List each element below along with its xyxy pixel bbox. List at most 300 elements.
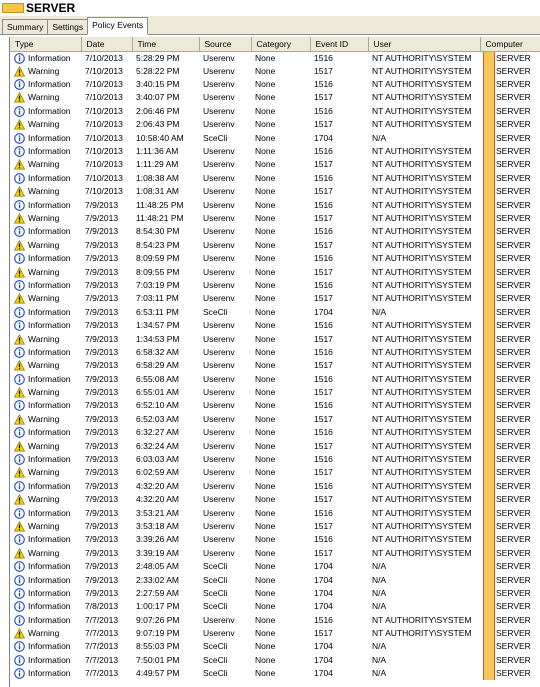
information-icon <box>14 655 25 666</box>
cell-category: None <box>255 373 276 384</box>
cell-user: NT AUTHORITY\SYSTEM <box>372 79 472 90</box>
cell-date: 7/9/2013 <box>85 253 119 264</box>
information-icon <box>14 146 25 157</box>
cell-computer: SERVER <box>496 279 531 290</box>
cell-event-id: 1516 <box>314 614 333 625</box>
cell-category: None <box>255 467 276 478</box>
events-table-body <box>10 51 540 680</box>
table-row[interactable] <box>10 547 540 560</box>
cell-type: Information <box>28 346 71 357</box>
table-row[interactable] <box>10 319 540 332</box>
cell-time: 8:09:55 PM <box>136 266 180 277</box>
cell-date: 7/10/2013 <box>85 65 123 76</box>
cell-category: None <box>255 454 276 465</box>
cell-date: 7/9/2013 <box>85 266 119 277</box>
cell-user: NT AUTHORITY\SYSTEM <box>372 65 472 76</box>
cell-event-id: 1704 <box>314 306 333 317</box>
cell-computer: SERVER <box>496 614 531 625</box>
selection-highlight <box>483 265 495 278</box>
cell-time: 4:32:20 AM <box>136 494 180 505</box>
information-icon <box>14 508 25 519</box>
cell-time: 6:52:03 AM <box>136 413 180 424</box>
table-row[interactable] <box>10 640 540 653</box>
cell-user: NT AUTHORITY\SYSTEM <box>372 547 472 558</box>
cell-source: SceCli <box>203 587 228 598</box>
cell-event-id: 1516 <box>314 320 333 331</box>
warning-icon <box>14 494 25 505</box>
cell-source: SceCli <box>203 654 228 665</box>
table-row[interactable] <box>10 51 540 65</box>
cell-computer: SERVER <box>496 520 531 531</box>
column-header-source[interactable]: Source <box>199 37 251 51</box>
cell-date: 7/9/2013 <box>85 387 119 398</box>
cell-type: Information <box>28 146 71 157</box>
cell-category: None <box>255 105 276 116</box>
information-icon <box>14 668 25 679</box>
table-row[interactable] <box>10 212 540 225</box>
warning-icon <box>14 467 25 478</box>
cell-event-id: 1517 <box>314 159 333 170</box>
cell-source: Userenv <box>203 65 235 76</box>
cell-category: None <box>255 333 276 344</box>
cell-user: N/A <box>372 601 387 612</box>
cell-time: 1:11:36 AM <box>136 146 179 157</box>
column-header-category[interactable]: Category <box>251 37 310 51</box>
table-row[interactable] <box>10 225 540 238</box>
cell-event-id: 1517 <box>314 92 333 103</box>
selection-highlight <box>483 506 495 519</box>
table-row[interactable] <box>10 65 540 78</box>
cell-source: Userenv <box>203 547 235 558</box>
cell-user: NT AUTHORITY\SYSTEM <box>372 239 472 250</box>
table-row[interactable] <box>10 439 540 452</box>
selection-highlight <box>483 533 495 546</box>
table-row[interactable] <box>10 172 540 185</box>
cell-date: 7/9/2013 <box>85 306 119 317</box>
cell-date: 7/9/2013 <box>85 212 119 223</box>
information-icon <box>14 347 25 358</box>
column-header-event-id[interactable]: Event ID <box>310 37 368 51</box>
cell-source: Userenv <box>203 279 235 290</box>
selection-highlight <box>483 627 495 640</box>
cell-event-id: 1704 <box>314 668 333 679</box>
cell-event-id: 1517 <box>314 239 333 250</box>
table-row[interactable] <box>10 292 540 305</box>
cell-source: Userenv <box>203 427 235 438</box>
cell-event-id: 1516 <box>314 454 333 465</box>
cell-category: None <box>255 212 276 223</box>
table-row[interactable] <box>10 399 540 412</box>
selection-highlight <box>483 239 495 252</box>
table-row[interactable] <box>10 118 540 131</box>
cell-computer: SERVER <box>496 654 531 665</box>
window-title: SERVER <box>26 1 76 15</box>
cell-time: 4:49:57 PM <box>136 668 180 679</box>
cell-computer: SERVER <box>496 360 531 371</box>
cell-time: 4:32:20 AM <box>136 480 180 491</box>
cell-user: NT AUTHORITY\SYSTEM <box>372 494 472 505</box>
information-icon <box>14 615 25 626</box>
selection-highlight <box>483 399 495 412</box>
cell-type: Warning <box>28 293 60 304</box>
cell-category: None <box>255 480 276 491</box>
table-row[interactable] <box>10 506 540 519</box>
cell-source: Userenv <box>203 507 235 518</box>
cell-time: 11:48:25 PM <box>136 199 184 210</box>
cell-category: None <box>255 387 276 398</box>
cell-event-id: 1517 <box>314 293 333 304</box>
table-row[interactable] <box>10 413 540 426</box>
selection-highlight <box>483 145 495 158</box>
table-row[interactable] <box>10 198 540 211</box>
cell-computer: SERVER <box>496 400 531 411</box>
table-row[interactable] <box>10 372 540 385</box>
cell-date: 7/9/2013 <box>85 199 119 210</box>
cell-type: Warning <box>28 547 60 558</box>
information-icon <box>14 641 25 652</box>
table-row[interactable] <box>10 185 540 198</box>
table-row[interactable] <box>10 386 540 399</box>
cell-date: 7/9/2013 <box>85 480 119 491</box>
cell-date: 7/9/2013 <box>85 346 119 357</box>
table-row[interactable] <box>10 426 540 439</box>
column-header-time[interactable]: Time <box>132 37 199 51</box>
cell-category: None <box>255 668 276 679</box>
cell-category: None <box>255 440 276 451</box>
cell-user: NT AUTHORITY\SYSTEM <box>372 212 472 223</box>
cell-user: NT AUTHORITY\SYSTEM <box>372 480 472 491</box>
table-row[interactable] <box>10 145 540 158</box>
cell-category: None <box>255 253 276 264</box>
cell-time: 8:55:03 PM <box>136 641 180 652</box>
cell-event-id: 1517 <box>314 266 333 277</box>
cell-time: 1:08:31 AM <box>136 186 180 197</box>
cell-user: NT AUTHORITY\SYSTEM <box>372 293 472 304</box>
tab-settings[interactable]: Settings <box>47 19 88 34</box>
selection-highlight <box>483 614 495 627</box>
cell-type: Information <box>28 253 71 264</box>
cell-computer: SERVER <box>496 587 531 598</box>
cell-event-id: 1516 <box>314 346 333 357</box>
cell-computer: SERVER <box>496 266 531 277</box>
cell-source: SceCli <box>203 306 228 317</box>
cell-computer: SERVER <box>496 628 531 639</box>
cell-date: 7/8/2013 <box>85 601 119 612</box>
cell-category: None <box>255 306 276 317</box>
cell-date: 7/7/2013 <box>85 654 119 665</box>
events-list <box>9 37 540 687</box>
cell-type: Warning <box>28 239 60 250</box>
cell-computer: SERVER <box>496 105 531 116</box>
table-row[interactable] <box>10 560 540 573</box>
cell-user: NT AUTHORITY\SYSTEM <box>372 159 472 170</box>
cell-computer: SERVER <box>496 212 531 223</box>
cell-date: 7/9/2013 <box>85 373 119 384</box>
cell-type: Warning <box>28 387 60 398</box>
cell-computer: SERVER <box>496 65 531 76</box>
cell-computer: SERVER <box>496 79 531 90</box>
selection-highlight <box>483 279 495 292</box>
cell-type: Warning <box>28 65 60 76</box>
cell-time: 2:27:59 AM <box>136 587 180 598</box>
table-row[interactable] <box>10 306 540 319</box>
column-header-user[interactable]: User <box>368 37 480 51</box>
cell-event-id: 1516 <box>314 427 333 438</box>
cell-user: NT AUTHORITY\SYSTEM <box>372 119 472 130</box>
cell-time: 6:55:01 AM <box>136 387 180 398</box>
column-header-date[interactable]: Date <box>81 37 132 51</box>
warning-icon <box>14 186 25 197</box>
cell-computer: SERVER <box>496 494 531 505</box>
table-row[interactable] <box>10 520 540 533</box>
cell-source: Userenv <box>203 346 235 357</box>
cell-date: 7/10/2013 <box>85 52 123 63</box>
cell-event-id: 1516 <box>314 79 333 90</box>
warning-icon <box>14 628 25 639</box>
cell-date: 7/9/2013 <box>85 587 119 598</box>
cell-category: None <box>255 561 276 572</box>
cell-time: 9:07:26 PM <box>136 614 180 625</box>
column-header-computer[interactable]: Computer <box>480 37 540 51</box>
cell-type: Warning <box>28 360 60 371</box>
cell-type: Information <box>28 534 71 545</box>
cell-event-id: 1517 <box>314 387 333 398</box>
table-row[interactable] <box>10 533 540 546</box>
table-row[interactable] <box>10 493 540 506</box>
selection-highlight <box>483 453 495 466</box>
table-row[interactable] <box>10 346 540 359</box>
information-icon <box>14 173 25 184</box>
information-icon <box>14 226 25 237</box>
cell-category: None <box>255 186 276 197</box>
cell-type: Information <box>28 454 71 465</box>
warning-icon <box>14 293 25 304</box>
tab-policy-events[interactable]: Policy Events <box>87 17 148 35</box>
information-icon <box>14 106 25 117</box>
cell-user: N/A <box>372 574 387 585</box>
cell-computer: SERVER <box>496 293 531 304</box>
table-row[interactable] <box>10 252 540 265</box>
cell-source: Userenv <box>203 333 235 344</box>
cell-user: N/A <box>372 641 387 652</box>
cell-event-id: 1704 <box>314 574 333 585</box>
cell-date: 7/9/2013 <box>85 561 119 572</box>
cell-computer: SERVER <box>496 92 531 103</box>
table-row[interactable] <box>10 614 540 627</box>
cell-type: Information <box>28 172 71 183</box>
cell-event-id: 1704 <box>314 132 333 143</box>
selection-highlight <box>483 105 495 118</box>
cell-computer: SERVER <box>496 561 531 572</box>
cell-user: N/A <box>372 561 387 572</box>
selection-highlight <box>483 587 495 600</box>
cell-user: NT AUTHORITY\SYSTEM <box>372 440 472 451</box>
cell-event-id: 1516 <box>314 480 333 491</box>
cell-category: None <box>255 547 276 558</box>
cell-time: 6:53:11 PM <box>136 306 179 317</box>
information-icon <box>14 400 25 411</box>
selection-highlight <box>483 667 495 680</box>
cell-date: 7/9/2013 <box>85 333 119 344</box>
cell-event-id: 1517 <box>314 440 333 451</box>
cell-user: NT AUTHORITY\SYSTEM <box>372 172 472 183</box>
information-icon <box>14 200 25 211</box>
tab-summary[interactable]: Summary <box>2 19 48 34</box>
cell-category: None <box>255 534 276 545</box>
cell-computer: SERVER <box>496 413 531 424</box>
cell-type: Warning <box>28 92 60 103</box>
table-row[interactable] <box>10 359 540 372</box>
cell-computer: SERVER <box>496 507 531 518</box>
cell-source: Userenv <box>203 440 235 451</box>
cell-type: Warning <box>28 212 60 223</box>
selection-highlight <box>483 78 495 91</box>
cell-type: Information <box>28 654 71 665</box>
table-row[interactable] <box>10 131 540 144</box>
cell-date: 7/9/2013 <box>85 293 119 304</box>
cell-source: Userenv <box>203 266 235 277</box>
cell-time: 8:54:23 PM <box>136 239 180 250</box>
warning-icon <box>14 159 25 170</box>
warning-icon <box>14 360 25 371</box>
cell-type: Information <box>28 641 71 652</box>
cell-time: 6:32:24 AM <box>136 440 180 451</box>
table-row[interactable] <box>10 600 540 613</box>
cell-computer: SERVER <box>496 333 531 344</box>
selection-highlight <box>483 560 495 573</box>
warning-icon <box>14 414 25 425</box>
cell-event-id: 1517 <box>314 186 333 197</box>
cell-time: 11:48:21 PM <box>136 212 184 223</box>
cell-computer: SERVER <box>496 186 531 197</box>
cell-source: Userenv <box>203 454 235 465</box>
cell-type: Information <box>28 373 71 384</box>
cell-date: 7/10/2013 <box>85 119 123 130</box>
cell-date: 7/9/2013 <box>85 494 119 505</box>
selection-highlight <box>483 172 495 185</box>
cell-date: 7/9/2013 <box>85 534 119 545</box>
information-icon <box>14 575 25 586</box>
cell-category: None <box>255 172 276 183</box>
table-row[interactable] <box>10 587 540 600</box>
cell-user: N/A <box>372 654 387 665</box>
cell-date: 7/9/2013 <box>85 454 119 465</box>
table-row[interactable] <box>10 573 540 586</box>
cell-date: 7/10/2013 <box>85 132 123 143</box>
cell-source: Userenv <box>203 226 235 237</box>
cell-time: 6:55:08 AM <box>136 373 180 384</box>
selection-highlight <box>483 292 495 305</box>
table-row[interactable] <box>10 78 540 91</box>
information-icon <box>14 481 25 492</box>
cell-user: NT AUTHORITY\SYSTEM <box>372 507 472 518</box>
cell-user: NT AUTHORITY\SYSTEM <box>372 454 472 465</box>
cell-type: Information <box>28 587 71 598</box>
table-row[interactable] <box>10 239 540 252</box>
selection-highlight <box>483 480 495 493</box>
table-row[interactable] <box>10 466 540 479</box>
cell-computer: SERVER <box>496 668 531 679</box>
cell-category: None <box>255 279 276 290</box>
table-row[interactable] <box>10 480 540 493</box>
cell-time: 7:50:01 PM <box>136 654 180 665</box>
cell-date: 7/9/2013 <box>85 520 119 531</box>
table-row[interactable] <box>10 453 540 466</box>
cell-category: None <box>255 266 276 277</box>
selection-highlight <box>483 600 495 613</box>
cell-computer: SERVER <box>496 574 531 585</box>
cell-source: Userenv <box>203 373 235 384</box>
cell-event-id: 1517 <box>314 520 333 531</box>
cell-user: NT AUTHORITY\SYSTEM <box>372 199 472 210</box>
selection-highlight <box>483 198 495 211</box>
cell-event-id: 1516 <box>314 534 333 545</box>
cell-type: Information <box>28 132 71 143</box>
column-header-type[interactable]: Type <box>10 37 81 51</box>
table-row[interactable] <box>10 627 540 640</box>
cell-type: Warning <box>28 186 60 197</box>
table-row[interactable] <box>10 332 540 345</box>
table-row[interactable] <box>10 279 540 292</box>
table-row[interactable] <box>10 667 540 680</box>
selection-highlight <box>483 520 495 533</box>
cell-computer: SERVER <box>496 239 531 250</box>
cell-computer: SERVER <box>496 226 531 237</box>
cell-time: 1:34:57 PM <box>136 320 180 331</box>
warning-icon <box>14 267 25 278</box>
selection-highlight <box>483 372 495 385</box>
information-icon <box>14 427 25 438</box>
cell-date: 7/7/2013 <box>85 641 119 652</box>
information-icon <box>14 79 25 90</box>
cell-date: 7/10/2013 <box>85 159 123 170</box>
cell-type: Information <box>28 614 71 625</box>
warning-icon <box>14 387 25 398</box>
selection-highlight <box>483 346 495 359</box>
table-row[interactable] <box>10 265 540 278</box>
table-row[interactable] <box>10 654 540 667</box>
cell-computer: SERVER <box>496 427 531 438</box>
cell-source: Userenv <box>203 52 235 63</box>
information-icon <box>14 374 25 385</box>
cell-user: NT AUTHORITY\SYSTEM <box>372 226 472 237</box>
cell-source: Userenv <box>203 628 235 639</box>
cell-time: 3:53:21 AM <box>136 507 180 518</box>
cell-time: 2:06:46 PM <box>136 105 180 116</box>
information-icon <box>14 307 25 318</box>
cell-category: None <box>255 413 276 424</box>
cell-type: Warning <box>28 413 60 424</box>
cell-date: 7/9/2013 <box>85 467 119 478</box>
table-row[interactable] <box>10 158 540 171</box>
cell-time: 3:39:26 AM <box>136 534 180 545</box>
cell-time: 2:06:43 PM <box>136 119 180 130</box>
cell-computer: SERVER <box>496 320 531 331</box>
cell-computer: SERVER <box>496 253 531 264</box>
selection-highlight <box>483 52 495 65</box>
cell-time: 1:11:29 AM <box>136 159 179 170</box>
cell-date: 7/10/2013 <box>85 146 123 157</box>
cell-time: 1:00:17 PM <box>136 601 180 612</box>
cell-source: Userenv <box>203 494 235 505</box>
cell-computer: SERVER <box>496 601 531 612</box>
cell-user: NT AUTHORITY\SYSTEM <box>372 614 472 625</box>
cell-source: Userenv <box>203 520 235 531</box>
cell-event-id: 1704 <box>314 641 333 652</box>
table-row[interactable] <box>10 91 540 104</box>
cell-event-id: 1517 <box>314 494 333 505</box>
table-row[interactable] <box>10 105 540 118</box>
